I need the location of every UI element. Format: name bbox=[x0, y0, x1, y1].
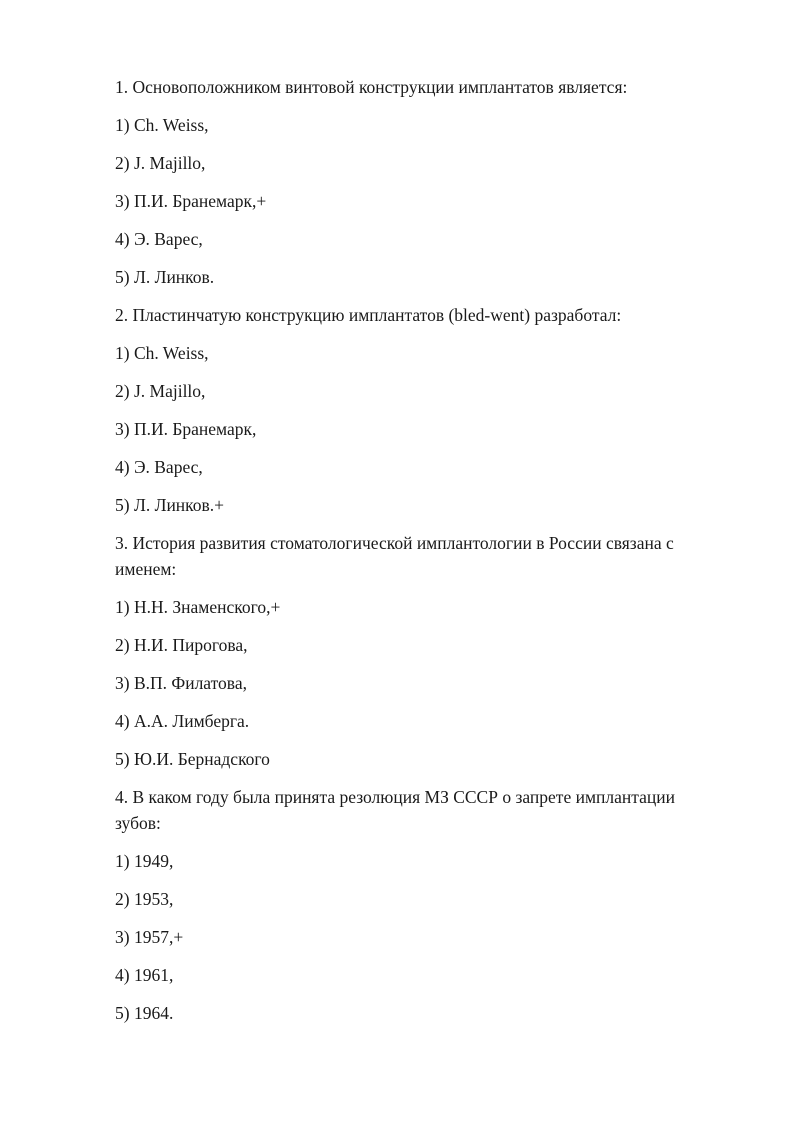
answer-option: 5) Л. Линков.+ bbox=[115, 495, 225, 515]
answer-option: 3) П.И. Бранемарк,+ bbox=[115, 191, 267, 211]
answer-option: 1) 1949, bbox=[115, 851, 174, 871]
question-text: 1. Основоположником винтовой конструкции имплантатов является: bbox=[115, 77, 628, 97]
question-2 bbox=[115, 302, 725, 518]
answer-option: 1) Ch. Weiss, bbox=[115, 343, 209, 363]
answer-option: 3) 1957,+ bbox=[115, 927, 184, 947]
answer-option: 1) Н.Н. Знаменского,+ bbox=[115, 597, 281, 617]
test-questions bbox=[115, 74, 725, 1038]
answer-option: 1) Ch. Weiss, bbox=[115, 115, 209, 135]
answer-option: 4) А.А. Лимберга. bbox=[115, 711, 250, 731]
answer-option: 5) 1964. bbox=[115, 1003, 174, 1023]
question-text: 4. В каком году была принята резолюция МЗ СССР о запрете имплантации зубов: bbox=[115, 787, 675, 833]
answer-option: 4) Э. Варес, bbox=[115, 229, 203, 249]
question-text: 2. Пластинчатую конструкцию имплантатов (bled-went) разработал: bbox=[115, 305, 622, 325]
question-1 bbox=[115, 74, 725, 290]
answer-option: 4) Э. Варес, bbox=[115, 457, 203, 477]
question-text: 3. История развития стоматологической имплантологии в России связана с именем: bbox=[115, 533, 674, 579]
question-3 bbox=[115, 530, 725, 772]
answer-option: 3) П.И. Бранемарк, bbox=[115, 419, 257, 439]
answer-option: 2) 1953, bbox=[115, 889, 174, 909]
answer-option: 4) 1961, bbox=[115, 965, 174, 985]
answer-option: 5) Ю.И. Бернадского bbox=[115, 749, 270, 769]
answer-option: 5) Л. Линков. bbox=[115, 267, 215, 287]
answer-option: 2) J. Majillo, bbox=[115, 153, 206, 173]
answer-option: 2) Н.И. Пирогова, bbox=[115, 635, 248, 655]
question-4 bbox=[115, 784, 725, 1026]
answer-option: 2) J. Majillo, bbox=[115, 381, 206, 401]
answer-option: 3) В.П. Филатова, bbox=[115, 673, 247, 693]
